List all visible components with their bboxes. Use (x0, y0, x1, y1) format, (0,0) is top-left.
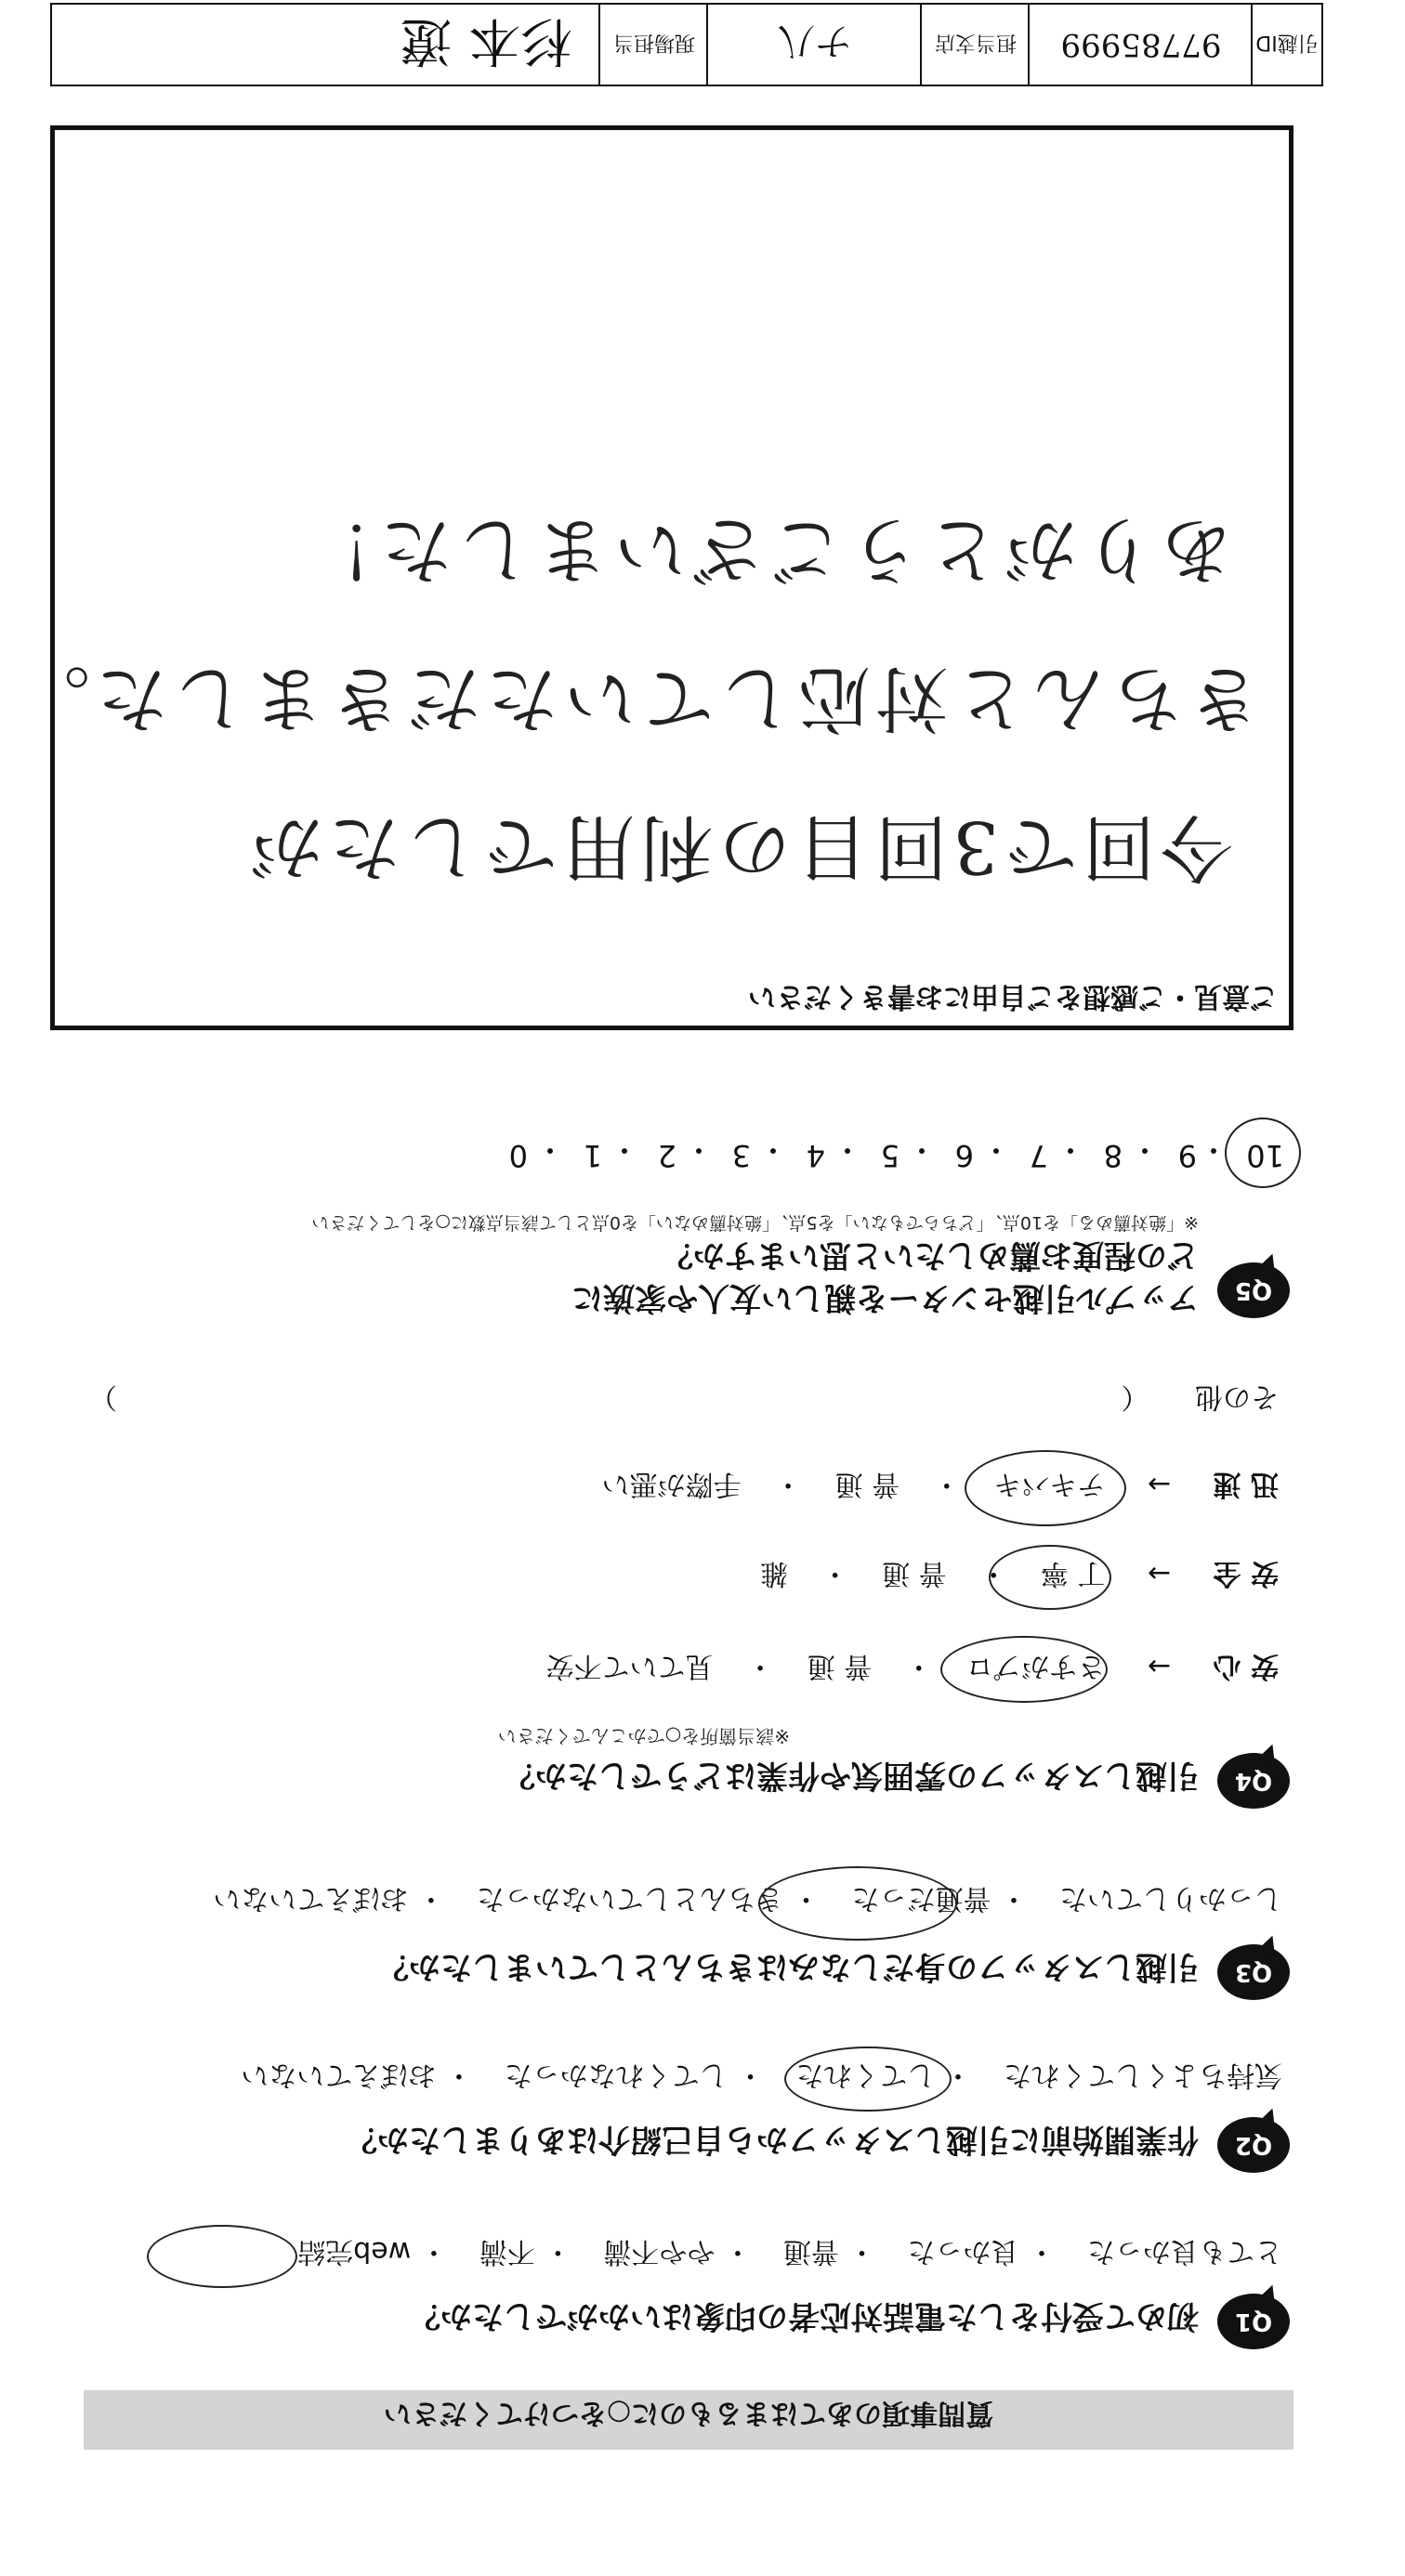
q4-row-anzen: 安 全 → 丁 寧 ・ 普 通 ・ 雑 (760, 1557, 1279, 1589)
q4-option[interactable]: 見ていて不安 (545, 1650, 714, 1682)
q3-options: しっかりしていた・ 普通だった・ きちんとしていなかった・ おぼえていない (213, 1882, 1282, 1915)
q3-option[interactable]: きちんとしていなかった (476, 1882, 783, 1915)
q3-option[interactable]: おぼえていない (213, 1882, 409, 1915)
q2-option-selected[interactable]: してくれた (795, 2059, 936, 2091)
q4-option[interactable]: 普 通 (834, 1468, 900, 1500)
q3-option-selected[interactable]: 普通だった (851, 1882, 991, 1915)
q1-badge: Q1 (1217, 2294, 1290, 2349)
branch-label: 担当支店 (920, 5, 1030, 85)
q4-option-selected[interactable]: さすがプロ (965, 1650, 1106, 1682)
comments-box (11, 125, 1293, 1030)
comments-heading: ご意見・ご感想をご自由にお書きください (748, 980, 1278, 1013)
q4-note: ※該当箇所を○でかこんでください (497, 1725, 790, 1747)
q5-badge: Q5 (1217, 1262, 1290, 1318)
q1-option[interactable]: 普通 (782, 2235, 839, 2268)
q4-option[interactable]: 手際が悪い (601, 1468, 742, 1500)
q1-option[interactable]: やや不満 (603, 2235, 716, 2268)
q4-option[interactable]: 普 通 (807, 1650, 873, 1682)
q5-score[interactable]: 3 (731, 1138, 751, 1173)
q4-other-label: その他 (1195, 1380, 1279, 1413)
q1-selection-circle (147, 2225, 297, 2288)
q2-options: 気持ちよくしてくれた・ してくれた・ してくれなかった・ おぼえていない (241, 2059, 1282, 2091)
q1-question: 初めて受付をした電話対応者の印象はいかがでしたか？ (409, 2297, 1199, 2334)
q1-option[interactable]: 不満 (479, 2235, 535, 2268)
q4-other (71, 1380, 1279, 1420)
q5-score[interactable]: 0 (508, 1138, 528, 1173)
q5-note: ※「絶対薦める」を10点、「どちらでもない」を5点、「絶対薦めない」を0点として該当点数に○をしてください (311, 1212, 1199, 1233)
q5-scale: 10 ・ 9 ・ 8 ・ 7 ・ 6 ・ 5 ・ 4 ・ 3 ・ 2 ・ 1 ・ 0 (76, 1131, 1284, 1173)
handwritten-comment-line: 今回で3回目の利用でしたが (244, 804, 1233, 888)
q4-row-label: 迅 速 (1213, 1468, 1279, 1500)
q2-option[interactable]: 気持ちよくしてくれた (1004, 2059, 1282, 2091)
q1-option-selected[interactable]: web完結 (297, 2235, 412, 2268)
q4-jinsoku-selection-circle (965, 1450, 1126, 1526)
q3-question: 引越しスタッフの身だしなみはきちんとしていましたか？ (377, 1948, 1199, 1985)
q5-score-selected[interactable]: 10 (1246, 1138, 1284, 1173)
q1-option[interactable]: 良かった (907, 2235, 1019, 2268)
header-bar-text: 質問事項のあてはまるものに○をつけてください (383, 2397, 994, 2429)
id-label: 引越ID (1251, 5, 1321, 85)
q5-score[interactable]: 8 (1103, 1138, 1123, 1173)
q4-other-close: ） (89, 1380, 117, 1413)
q4-option-selected[interactable]: 丁 寧 (1040, 1557, 1106, 1589)
q4-option-selected[interactable]: テキパキ (993, 1468, 1106, 1500)
manager-value: 杉本 遼 (400, 10, 572, 71)
q3-badge: Q3 (1217, 1944, 1290, 2000)
q4-badge: Q4 (1217, 1753, 1290, 1809)
footer-table (50, 3, 1323, 86)
q4-option[interactable]: 普 通 (882, 1557, 947, 1589)
q5-question-line1: アップル引越センターを親しい友人や家族に (571, 1279, 1199, 1316)
q2-selection-circle (784, 2046, 952, 2112)
q2-badge: Q2 (1217, 2117, 1290, 2173)
q5-score[interactable]: 6 (954, 1138, 974, 1173)
q2-question: 作業開始前に引越しスタッフから自己紹介はありましたか？ (346, 2121, 1199, 2158)
q5-score[interactable]: 9 (1177, 1138, 1197, 1173)
q5-score[interactable]: 4 (806, 1138, 825, 1173)
q2-option[interactable]: おぼえていない (241, 2059, 437, 2091)
q3-option[interactable]: しっかりしていた (1059, 1882, 1282, 1915)
q5-score[interactable]: 1 (583, 1138, 602, 1173)
q4-row-label: 安 全 (1213, 1557, 1279, 1589)
q4-question: 引越しスタッフの雰囲気や作業はどうでしたか？ (504, 1757, 1199, 1794)
q4-option[interactable]: 雑 (760, 1557, 789, 1589)
q4-row-anshin: 安 心 → さすがプロ ・ 普 通 ・ 見ていて不安 (545, 1650, 1279, 1682)
q1-option[interactable]: とても良かった (1087, 2235, 1282, 2268)
q4-other-open: （ (1121, 1380, 1149, 1413)
q3-selection-circle (758, 1866, 957, 1941)
q4-row-jinsoku: 迅 速 → テキパキ ・ 普 通 ・ 手際が悪い (601, 1468, 1279, 1500)
branch-value: ナ八 (706, 5, 922, 85)
arrow-icon: → (1147, 1468, 1171, 1500)
q5-selection-circle (1225, 1118, 1301, 1188)
handwritten-comment-line: ありがとうございました！ (295, 507, 1233, 591)
q5-score[interactable]: 5 (880, 1138, 899, 1173)
q5-score[interactable]: 2 (657, 1138, 676, 1173)
arrow-icon: → (1147, 1557, 1171, 1589)
q4-row-label: 安 心 (1213, 1650, 1279, 1682)
q5-question-line2: どの程度お薦めしたいと思いますか？ (662, 1236, 1199, 1274)
id-value: 97785999 (1028, 5, 1253, 85)
arrow-icon: → (1147, 1650, 1171, 1682)
manager-label: 現場担当 (598, 5, 708, 85)
q1-options: とても良かった・ 良かった・ 普通・ やや不満・ 不満・ web完結 (297, 2235, 1282, 2268)
q5-score[interactable]: 7 (1029, 1138, 1048, 1173)
q4-anshin-selection-circle (940, 1636, 1108, 1703)
q4-anzen-selection-circle (989, 1545, 1111, 1610)
handwritten-comment-line: きちんと対応していただきました。 (11, 656, 1261, 739)
q2-option[interactable]: してくれなかった (504, 2059, 728, 2091)
